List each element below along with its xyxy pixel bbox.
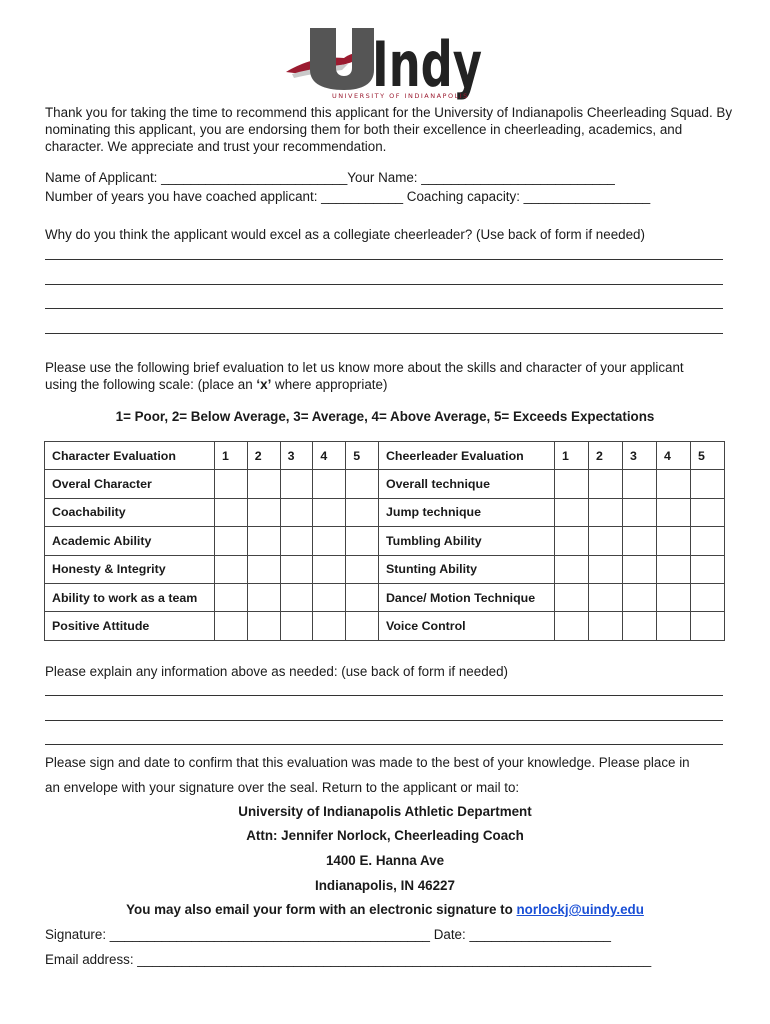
years-coached-line[interactable]: Number of years you have coached applicant: ___________ Coaching capacity: _________________ (45, 189, 651, 204)
address-line-4: Indianapolis, IN 46227 (315, 878, 455, 893)
signature-date-line[interactable]: Signature: ___________________________________________ Date: ___________________ (45, 927, 611, 942)
cheer-header: Cheerleader Evaluation (378, 442, 554, 470)
email-address-line[interactable]: Email address: _____________________________________________________________________ (45, 952, 652, 967)
score-cell[interactable] (690, 527, 724, 555)
score-cell[interactable] (622, 583, 656, 611)
evaluation-intro: Please use the following brief evaluation to let us know more about the skills and character of your applicant (45, 360, 684, 375)
cheer-item: Tumbling Ability (378, 527, 554, 555)
score-cell[interactable] (690, 583, 724, 611)
score-cell[interactable] (554, 555, 588, 583)
table-row (45, 612, 725, 640)
cheer-item: Dance/ Motion Technique (378, 583, 554, 611)
cheer-item: Voice Control (378, 612, 554, 640)
table-header-row (45, 442, 725, 470)
score-cell[interactable] (215, 555, 248, 583)
score-cell[interactable] (313, 498, 346, 526)
question-text: Why do you think the applicant would excel as a collegiate cheerleader? (Use back of form if needed) (45, 227, 645, 242)
score-cell[interactable] (554, 527, 588, 555)
score-cell[interactable] (588, 527, 622, 555)
score-cell[interactable] (280, 527, 313, 555)
address-line-1: University of Indianapolis Athletic Department (238, 804, 532, 819)
applicant-name-line[interactable]: Name of Applicant: _________________________Your Name: __________________________ (45, 170, 615, 185)
score-header: 2 (247, 442, 280, 470)
score-header: 5 (346, 442, 379, 470)
score-cell[interactable] (215, 612, 248, 640)
score-cell[interactable] (280, 612, 313, 640)
score-cell[interactable] (247, 555, 280, 583)
score-cell[interactable] (656, 583, 690, 611)
email-instruction: You may also email your form with an electronic signature to norlockj@uindy.edu (126, 902, 644, 917)
score-cell[interactable] (313, 470, 346, 498)
evaluation-intro-2: using the following scale: (place an ‘x’ where appropriate) (45, 377, 388, 392)
sign-instructions-2: an envelope with your signature over the seal. Return to the applicant or mail to: (45, 780, 520, 795)
score-cell[interactable] (313, 583, 346, 611)
score-cell[interactable] (280, 498, 313, 526)
score-header: 4 (313, 442, 346, 470)
score-cell[interactable] (656, 555, 690, 583)
rating-scale: 1= Poor, 2= Below Average, 3= Average, 4= Above Average, 5= Exceeds Expectations (115, 409, 655, 424)
score-cell[interactable] (622, 612, 656, 640)
score-cell[interactable] (247, 583, 280, 611)
svg-text:Indy: Indy (372, 28, 482, 100)
answer-line[interactable] (45, 308, 723, 309)
score-cell[interactable] (346, 555, 379, 583)
score-cell[interactable] (346, 498, 379, 526)
answer-line[interactable] (45, 695, 723, 696)
score-cell[interactable] (554, 612, 588, 640)
score-cell[interactable] (588, 498, 622, 526)
table-row (45, 470, 725, 498)
score-header: 5 (690, 442, 724, 470)
score-cell[interactable] (215, 470, 248, 498)
score-header: 3 (622, 442, 656, 470)
character-item: Coachability (45, 498, 215, 526)
score-cell[interactable] (656, 612, 690, 640)
score-cell[interactable] (622, 555, 656, 583)
sign-instructions: Please sign and date to confirm that this evaluation was made to the best of your knowledge. Please place in (45, 755, 690, 770)
character-item: Honesty & Integrity (45, 555, 215, 583)
score-header: 2 (588, 442, 622, 470)
score-header: 3 (280, 442, 313, 470)
table-row (45, 583, 725, 611)
score-cell[interactable] (280, 583, 313, 611)
score-cell[interactable] (346, 470, 379, 498)
score-cell[interactable] (588, 470, 622, 498)
score-cell[interactable] (247, 498, 280, 526)
score-cell[interactable] (554, 470, 588, 498)
score-cell[interactable] (215, 527, 248, 555)
score-cell[interactable] (622, 527, 656, 555)
score-cell[interactable] (656, 498, 690, 526)
score-cell[interactable] (588, 555, 622, 583)
answer-line[interactable] (45, 259, 723, 260)
character-item: Overal Character (45, 470, 215, 498)
score-cell[interactable] (280, 555, 313, 583)
answer-line[interactable] (45, 333, 723, 334)
score-header: 4 (656, 442, 690, 470)
score-cell[interactable] (247, 612, 280, 640)
score-cell[interactable] (656, 470, 690, 498)
score-cell[interactable] (588, 583, 622, 611)
score-cell[interactable] (346, 583, 379, 611)
score-cell[interactable] (215, 583, 248, 611)
score-cell[interactable] (313, 527, 346, 555)
score-cell[interactable] (690, 470, 724, 498)
answer-line[interactable] (45, 744, 723, 745)
character-item: Academic Ability (45, 527, 215, 555)
character-item: Ability to work as a team (45, 583, 215, 611)
address-line-2: Attn: Jennifer Norlock, Cheerleading Coach (246, 828, 524, 843)
score-cell[interactable] (622, 470, 656, 498)
character-header: Character Evaluation (45, 442, 215, 470)
email-link[interactable]: norlockj@uindy.edu (516, 902, 644, 917)
answer-line[interactable] (45, 720, 723, 721)
evaluation-table (44, 441, 725, 641)
cheer-item: Stunting Ability (378, 555, 554, 583)
score-cell[interactable] (215, 498, 248, 526)
score-cell[interactable] (656, 527, 690, 555)
character-item: Positive Attitude (45, 612, 215, 640)
score-cell[interactable] (313, 612, 346, 640)
intro-paragraph: Thank you for taking the time to recommend this applicant for the University of Indianapolis Cheerleading Squad. By nominating this applicant, you are endorsing them for both their excellence in cheerleading, academics, and character. We appreciate and trust your recommendation. (45, 105, 733, 154)
score-cell[interactable] (690, 612, 724, 640)
score-cell[interactable] (313, 555, 346, 583)
score-cell[interactable] (346, 612, 379, 640)
score-cell[interactable] (690, 498, 724, 526)
table-row (45, 527, 725, 555)
table-row (45, 555, 725, 583)
score-cell[interactable] (690, 555, 724, 583)
score-cell[interactable] (247, 470, 280, 498)
score-cell[interactable] (622, 498, 656, 526)
score-cell[interactable] (588, 612, 622, 640)
cheer-item: Jump technique (378, 498, 554, 526)
score-header: 1 (215, 442, 248, 470)
table-row (45, 498, 725, 526)
address-line-3: 1400 E. Hanna Ave (325, 853, 445, 868)
explain-text: Please explain any information above as needed: (use back of form if needed) (45, 664, 509, 679)
score-cell[interactable] (554, 583, 588, 611)
score-cell[interactable] (247, 527, 280, 555)
cheer-item: Overall technique (378, 470, 554, 498)
score-cell[interactable] (346, 527, 379, 555)
svg-text:UNIVERSITY OF INDIANAPOLIS: UNIVERSITY OF INDIANAPOLIS (332, 92, 469, 100)
score-header: 1 (554, 442, 588, 470)
answer-line[interactable] (45, 284, 723, 285)
score-cell[interactable] (554, 498, 588, 526)
score-cell[interactable] (280, 470, 313, 498)
uindy-logo (282, 22, 492, 100)
